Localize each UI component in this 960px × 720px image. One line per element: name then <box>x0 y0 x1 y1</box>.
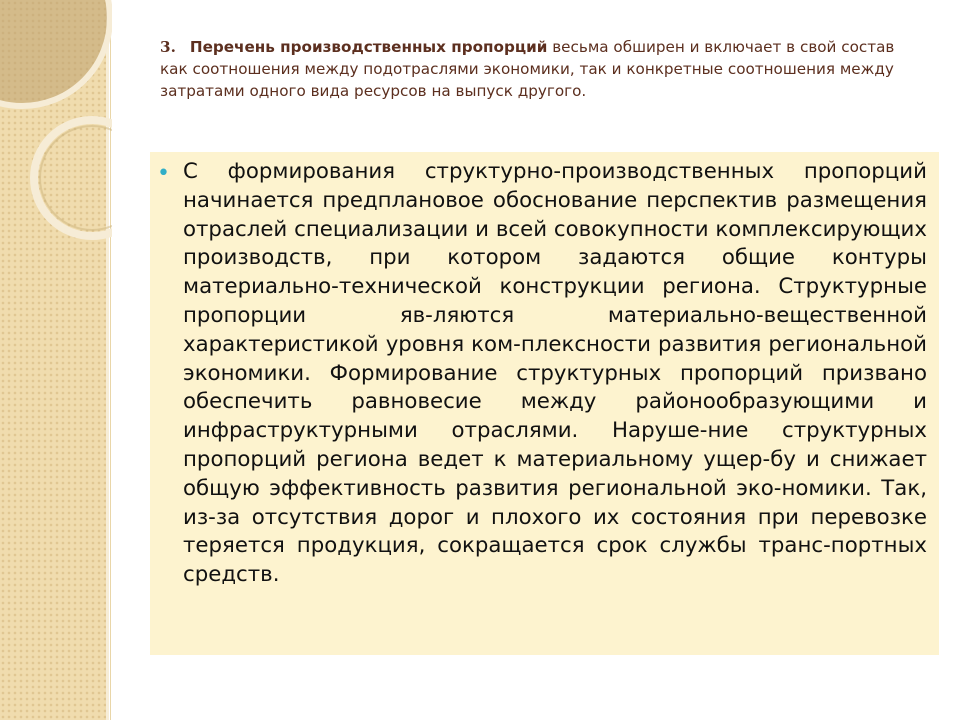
slide-heading <box>160 36 900 102</box>
heading-bold-text: Перечень производственных пропорций <box>189 38 548 56</box>
decorative-circle-large <box>0 0 110 106</box>
heading-number: 3. <box>160 38 176 56</box>
heading-rest-text: весьма обширен и включает в свой состав как соотношения между подотраслями экономики, так и конкретные соотношения между затратами одного вида ресурсов на выпуск другого. <box>160 38 895 100</box>
decorative-circles <box>0 0 112 260</box>
bullet-icon: • <box>157 161 170 186</box>
body-paragraph: С формирования структурно-производственных пропорций начинается предплановое обоснование перспектив размещения отраслей специализации и всей совокупности комплексирующих производств, при котором задаются общие контуры материально-технической конструкции региона. Структурные пропорции яв-ляются материально-вещественной характеристикой уровня ком-плексности развития региональной экономики. Формирование структурных пропорций призвано обеспечить равновесие между районообразующими и инфраструктурными отраслями. Наруше-ние структурных пропорций региона ведет к материальному ущер-бу и снижает общую эффективность развития региональной эко-номики. Так, из-за отсутствия дорог и плохого их состояния при перевозке теряется продукция, сокращается срок службы транс-портных средств. <box>183 159 927 588</box>
decorative-ring <box>34 120 112 236</box>
